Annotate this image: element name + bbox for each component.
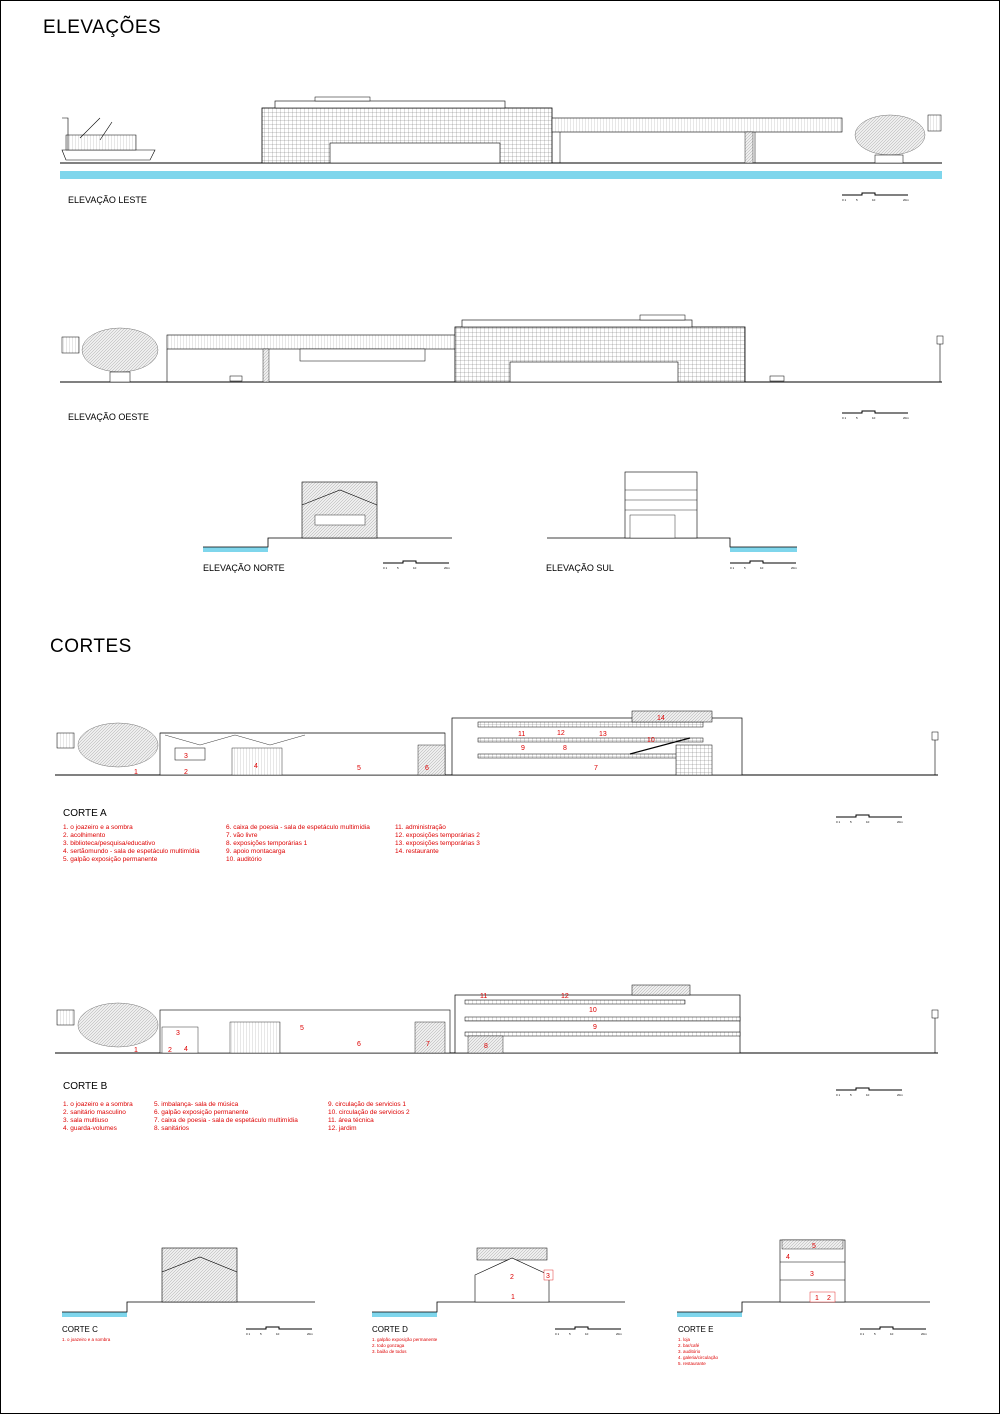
legend-item: 5. imbalança- sala de música	[154, 1101, 239, 1108]
scale-bar	[860, 1327, 927, 1336]
section-b-num-5: 5	[300, 1025, 304, 1032]
scale-tick: 0 1	[860, 1332, 865, 1336]
section-d-legend	[372, 1337, 437, 1355]
legend-item: 3. auditório	[678, 1349, 701, 1354]
section-e-num-2: 2	[827, 1295, 831, 1302]
east-elevation-drawing	[60, 97, 942, 179]
scale-tick: 20m	[444, 566, 450, 570]
north-elevation-drawing	[203, 482, 452, 552]
scale-tick: 0 1	[383, 566, 388, 570]
ship-icon	[62, 150, 155, 160]
section-b-num-10: 10	[589, 1007, 597, 1014]
legend-item: 1. galpão exposição permanente	[372, 1337, 438, 1342]
scale-tick: 0 1	[246, 1332, 251, 1336]
legend-item: 2. sanitário masculino	[63, 1109, 126, 1116]
legend-item: 3. baião de todos	[372, 1349, 407, 1354]
legend-item: 4. sertãomundo - sala de espetáculo multimídia	[63, 848, 200, 855]
section-a-num-5: 5	[357, 765, 361, 772]
north-elevation-label: ELEVAÇÃO NORTE	[203, 563, 285, 573]
scale-tick: 5	[850, 1093, 852, 1097]
section-b-label: CORTE B	[63, 1081, 108, 1092]
section-e-drawing	[677, 1240, 930, 1317]
legend-item: 7. vão livre	[226, 832, 258, 839]
section-b-num-4: 4	[184, 1046, 188, 1053]
section-a-num-12: 12	[557, 730, 565, 737]
scale-tick: 0 1	[730, 566, 735, 570]
scale-tick: 10	[872, 198, 876, 202]
section-e-num-5: 5	[812, 1243, 816, 1250]
car-icon	[770, 376, 784, 381]
water-strip	[60, 171, 942, 179]
scale-bar	[836, 815, 903, 824]
legend-item: 1. loja	[678, 1337, 691, 1342]
section-b-drawing	[55, 985, 938, 1054]
section-d-num-3: 3	[546, 1273, 550, 1280]
scale-bar	[842, 193, 909, 202]
south-elevation-drawing	[547, 472, 797, 552]
legend-item: 4. guarda-volumes	[63, 1125, 117, 1132]
scale-bar	[383, 561, 450, 570]
scale-tick: 5	[397, 566, 399, 570]
section-b-num-3: 3	[176, 1030, 180, 1037]
legend-item: 1. o joazeiro e a sombra	[63, 824, 133, 831]
legend-item: 9. apoio montacarga	[226, 848, 286, 855]
section-e-legend	[678, 1337, 718, 1367]
scale-tick: 0 1	[836, 1093, 841, 1097]
scale-tick: 5	[856, 416, 858, 420]
legend-item: 1. o joazeiro e a sombra	[62, 1337, 111, 1342]
west-elevation-drawing	[60, 315, 943, 382]
scale-tick: 10	[760, 566, 764, 570]
legend-item: 12. jardim	[328, 1125, 357, 1132]
section-a-num-1: 1	[134, 769, 138, 776]
scale-tick: 20m	[903, 198, 909, 202]
legend-item: 5. galpão exposição permanente	[63, 856, 158, 863]
legend-item: 3. sala multiuso	[63, 1117, 109, 1124]
legend-item: 11. administração	[395, 824, 446, 831]
legend-item: 10. auditório	[226, 856, 262, 863]
scale-bar	[246, 1327, 313, 1336]
legend-item: 8. exposições temporárias 1	[226, 840, 308, 847]
section-a-num-3: 3	[184, 753, 188, 760]
legend-item: 7. caixa de poesia - sala de espetáculo multimídia	[154, 1117, 298, 1124]
legend-item: 12. exposições temporárias 2	[395, 832, 480, 839]
section-e-label: CORTE E	[678, 1325, 714, 1334]
scale-tick: 0 1	[842, 416, 847, 420]
scale-tick: 20m	[307, 1332, 313, 1336]
section-c-label: CORTE C	[62, 1325, 98, 1334]
scale-tick: 10	[872, 416, 876, 420]
section-a-num-13: 13	[599, 731, 607, 738]
heading-sections: CORTES	[50, 636, 132, 657]
scale-tick: 10	[413, 566, 417, 570]
section-b-num-12: 12	[561, 993, 569, 1000]
section-a-num-11: 11	[518, 731, 526, 738]
legend-item: 10. circulação de servicios 2	[328, 1109, 410, 1116]
section-b-num-6: 6	[357, 1041, 361, 1048]
legend-item: 13. exposições temporárias 3	[395, 840, 480, 847]
tree-icon	[855, 115, 925, 155]
heading-elevations: ELEVAÇÕES	[43, 17, 162, 38]
section-d-num-2: 2	[510, 1274, 514, 1281]
section-b-num-8: 8	[484, 1043, 488, 1050]
scale-bar	[730, 561, 797, 570]
legend-item: 3. biblioteca/pesquisa/educativo	[63, 840, 156, 847]
legend-item: 11. área técnica	[328, 1117, 374, 1124]
section-e-num-1: 1	[815, 1295, 819, 1302]
scale-tick: 20m	[791, 566, 797, 570]
section-d-label: CORTE D	[372, 1325, 408, 1334]
tree-icon	[78, 1003, 158, 1047]
scale-tick: 5	[260, 1332, 262, 1336]
section-d-drawing	[372, 1248, 625, 1317]
section-a-num-4: 4	[254, 763, 258, 770]
tree-icon	[78, 723, 158, 767]
section-c-drawing	[62, 1248, 315, 1317]
section-b-num-7: 7	[426, 1041, 430, 1048]
scale-tick: 20m	[921, 1332, 927, 1336]
legend-item: 4. galeria/circulação	[678, 1355, 719, 1360]
legend-item: 6. galpão exposição permanente	[154, 1109, 249, 1116]
scale-tick: 20m	[903, 416, 909, 420]
legend-item: 2. acolhimento	[63, 832, 106, 839]
long-shed	[167, 335, 457, 349]
scale-tick: 10	[585, 1332, 589, 1336]
section-b-legend-col1	[63, 1101, 133, 1133]
scale-tick: 20m	[897, 1093, 903, 1097]
section-b-num-2: 2	[168, 1047, 172, 1054]
legend-item: 9. circulação de servicios 1	[328, 1101, 407, 1108]
section-a-num-9: 9	[521, 745, 525, 752]
long-shed	[552, 118, 842, 132]
section-a-legend-col3	[395, 824, 480, 856]
section-b-num-1: 1	[134, 1047, 138, 1054]
scale-bar	[836, 1088, 903, 1097]
east-elevation-label: ELEVAÇÃO LESTE	[68, 195, 147, 205]
legend-item: 1. o joazeiro e a sombra	[63, 1101, 133, 1108]
section-b-legend-col2	[154, 1101, 298, 1133]
scale-bar	[555, 1327, 622, 1336]
legend-item: 2. bar/café	[678, 1343, 700, 1348]
section-e-num-3: 3	[810, 1271, 814, 1278]
scale-tick: 20m	[897, 820, 903, 824]
section-a-num-14: 14	[657, 715, 665, 722]
south-elevation-label: ELEVAÇÃO SUL	[546, 563, 614, 573]
legend-item: 14. restaurante	[395, 848, 439, 855]
scale-tick: 0 1	[836, 820, 841, 824]
scale-tick: 20m	[616, 1332, 622, 1336]
section-c-legend	[62, 1337, 110, 1343]
legend-item: 2. todo gonzaga	[372, 1343, 405, 1348]
section-a-num-10: 10	[647, 737, 655, 744]
scale-tick: 5	[744, 566, 746, 570]
section-a-legend-col2	[226, 824, 370, 864]
scale-tick: 5	[850, 820, 852, 824]
tree-icon	[82, 328, 158, 372]
section-b-num-11: 11	[480, 993, 488, 1000]
scale-tick: 10	[276, 1332, 280, 1336]
section-a-drawing	[55, 711, 938, 776]
section-a-num-2: 2	[184, 769, 188, 776]
section-a-num-7: 7	[594, 765, 598, 772]
section-d-num-1: 1	[511, 1294, 515, 1301]
west-elevation-label: ELEVAÇÃO OESTE	[68, 412, 149, 422]
scale-tick: 5	[874, 1332, 876, 1336]
scale-tick: 0 1	[842, 198, 847, 202]
section-b-legend-col3	[328, 1101, 410, 1133]
section-a-num-8: 8	[563, 745, 567, 752]
scale-tick: 0 1	[555, 1332, 560, 1336]
scale-tick: 10	[866, 820, 870, 824]
car-icon	[230, 376, 242, 381]
scale-tick: 5	[856, 198, 858, 202]
section-a-legend-col1	[63, 824, 200, 864]
section-e-num-4: 4	[786, 1254, 790, 1261]
scale-tick: 10	[866, 1093, 870, 1097]
scale-bar	[842, 411, 909, 420]
legend-item: 8. sanitários	[154, 1125, 190, 1132]
legend-item: 5. restaurante	[678, 1361, 706, 1366]
section-b-num-9: 9	[593, 1024, 597, 1031]
scale-tick: 10	[890, 1332, 894, 1336]
legend-item: 6. caixa de poesia - sala de espetáculo multimídia	[226, 824, 370, 831]
scale-tick: 5	[569, 1332, 571, 1336]
section-a-label: CORTE A	[63, 808, 107, 819]
section-a-num-6: 6	[425, 765, 429, 772]
